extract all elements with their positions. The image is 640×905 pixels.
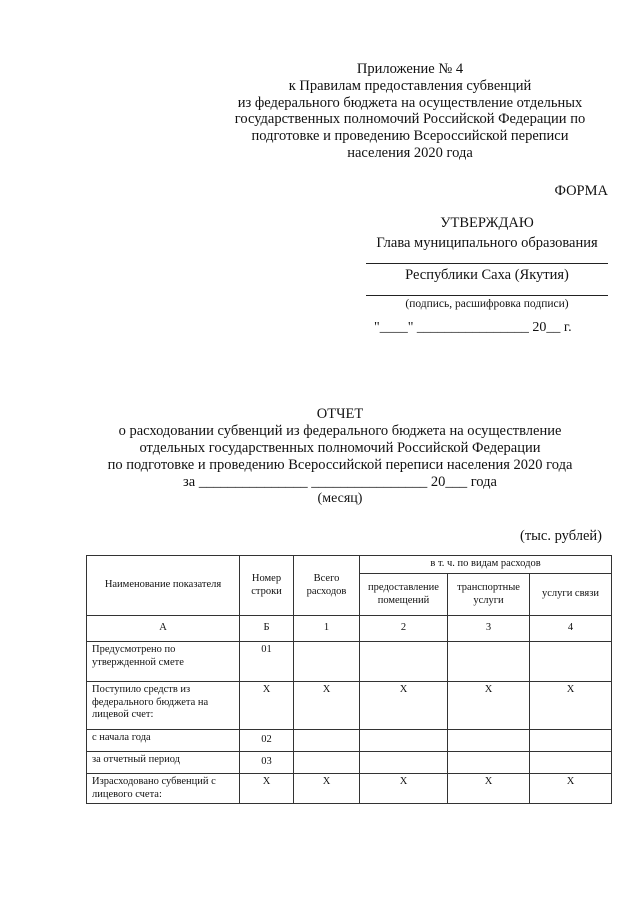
column-index: 2: [360, 616, 448, 642]
row-cell: [530, 642, 612, 682]
column-index: Б: [240, 616, 294, 642]
approval-date-line: "____" ________________ 20__ г.: [374, 320, 572, 335]
report-line: по подготовке и проведению Всероссийской переписи населения 2020 года: [107, 456, 573, 473]
column-index: 3: [448, 616, 530, 642]
header-total: Всего расходов: [294, 556, 360, 616]
appendix-line: Приложение № 4: [356, 61, 464, 77]
blank-line: [366, 263, 608, 264]
row-cell: [294, 752, 360, 774]
row-cell: [294, 730, 360, 752]
approval-region: Республики Саха (Якутия): [405, 267, 569, 283]
row-cell: [360, 752, 448, 774]
report-heading: [80, 406, 600, 507]
header-communication: услуги связи: [530, 574, 612, 616]
row-cell: Х: [530, 682, 612, 730]
report-period-line: за _______________ ________________ 20___ года: [183, 473, 497, 490]
appendix-line: подготовке и проведению Всероссийской переписи: [251, 128, 569, 145]
approval-block: [362, 214, 612, 311]
row-cell: 01: [240, 642, 294, 682]
column-index-row: [87, 616, 612, 642]
row-name: Израсходовано субвенций с лицевого счета:: [87, 774, 240, 804]
table-row: [87, 774, 612, 804]
column-index: 1: [294, 616, 360, 642]
table-row: [87, 642, 612, 682]
row-cell: [448, 642, 530, 682]
row-cell: Х: [360, 774, 448, 804]
header-group: в т. ч. по видам расходов: [360, 556, 612, 574]
report-title: ОТЧЕТ: [316, 406, 364, 422]
signature-line: [366, 295, 608, 296]
row-cell: [294, 642, 360, 682]
row-cell: 03: [240, 752, 294, 774]
appendix-line: государственных полномочий Российской Федерации по: [234, 111, 586, 128]
row-cell: [448, 730, 530, 752]
header-row-number: Номер строки: [240, 556, 294, 616]
row-cell: [360, 642, 448, 682]
table-row: [87, 752, 612, 774]
month-hint: (месяц): [317, 490, 363, 506]
row-name: с начала года: [87, 730, 240, 752]
units-label: (тыс. рублей): [520, 528, 602, 544]
row-cell: Х: [240, 774, 294, 804]
approval-position: Глава муниципального образования: [376, 235, 598, 251]
column-index: А: [87, 616, 240, 642]
appendix-line: к Правилам предоставления субвенций: [288, 77, 532, 94]
row-cell: [360, 730, 448, 752]
row-cell: [530, 752, 612, 774]
table-row: [87, 730, 612, 752]
expense-table: [86, 555, 612, 804]
form-label: ФОРМА: [554, 183, 608, 199]
row-name: за отчетный период: [87, 752, 240, 774]
row-cell: Х: [530, 774, 612, 804]
appendix-line: населения 2020 года: [347, 144, 473, 161]
row-cell: Х: [294, 774, 360, 804]
appendix-header: [200, 61, 620, 162]
header-indicator: Наименование показателя: [87, 556, 240, 616]
report-line: отдельных государственных полномочий Российской Федерации: [139, 439, 541, 456]
row-cell: Х: [294, 682, 360, 730]
row-cell: [530, 730, 612, 752]
table-row: [87, 682, 612, 730]
row-cell: 02: [240, 730, 294, 752]
row-cell: Х: [448, 682, 530, 730]
row-cell: Х: [448, 774, 530, 804]
approval-title: УТВЕРЖДАЮ: [440, 215, 534, 231]
appendix-line: из федерального бюджета на осуществление отдельных: [237, 94, 583, 111]
row-cell: Х: [360, 682, 448, 730]
header-premises: предоставление помещений: [360, 574, 448, 616]
row-name: Поступило средств из федерального бюджета на лицевой счет:: [87, 682, 240, 730]
row-cell: [448, 752, 530, 774]
signature-hint: (подпись, расшифровка подписи): [405, 298, 569, 310]
column-index: 4: [530, 616, 612, 642]
report-line: о расходовании субвенций из федерального бюджета на осуществление: [118, 422, 562, 439]
row-cell: Х: [240, 682, 294, 730]
row-name: Предусмотрено по утвержденной смете: [87, 642, 240, 682]
header-transport: транспортные услуги: [448, 574, 530, 616]
